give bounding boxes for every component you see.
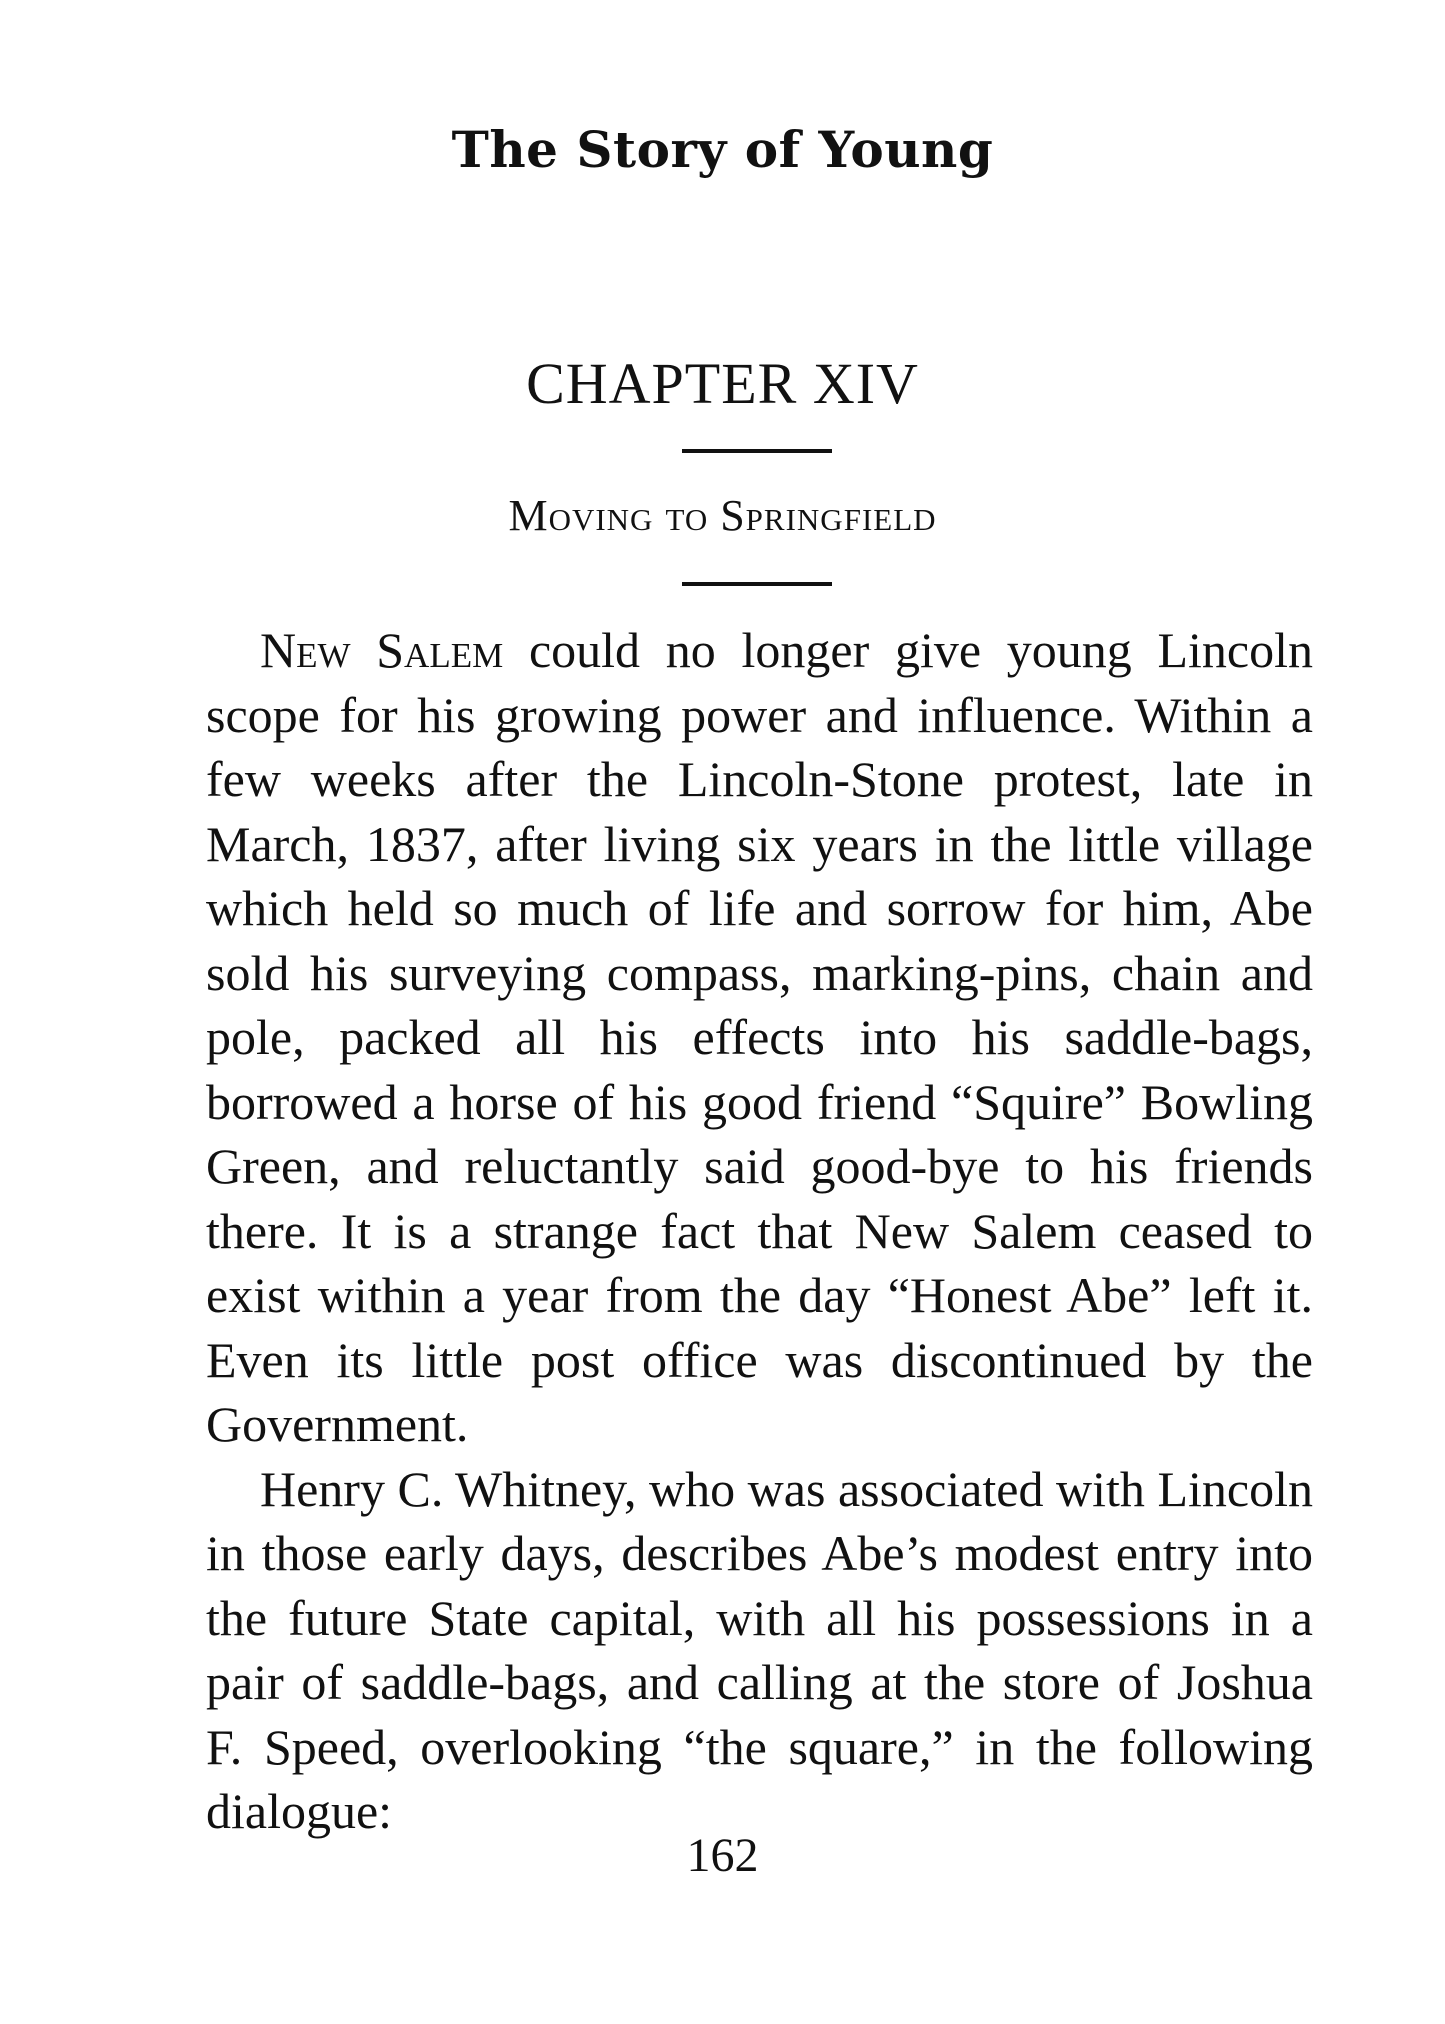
page-number: 162 — [686, 1829, 759, 1882]
body-text — [206, 618, 1313, 1844]
paragraph-1-text: could no longer give young Lincoln scope for his growing power and influence. Within a few weeks after the Lincoln-Stone protest, late in March, 1837, after living six years in the little village which held so much of life and sorrow for him, Abe sold his surveying compass, marking-pins, chain and pole, packed all his effects into his saddle-bags, borrowed a horse of his good friend “Squire” Bowling Green, and reluctantly said good-bye to his friends there. It is a strange fact that New Salem ceased to exist within a year from the day “Honest Abe” left it. Even its little post office was discontinued by the Government. — [206, 622, 1313, 1452]
chapter-title: Moving to Springfield — [508, 491, 937, 540]
paragraph-2: Henry C. Whitney, who was associated with Lincoln in those early days, describes Abe’s modest entry into the future State capital, with all his possessions in a pair of saddle-bags, and calling at the store of Joshua F. Speed, overlooking “the square,” in the following dialogue: — [206, 1460, 1313, 1839]
paragraph-lead: New Salem — [260, 622, 504, 678]
running-head: The Story of Young — [451, 120, 994, 179]
chapter-rule-top — [682, 449, 832, 453]
chapter-rule-bottom — [682, 582, 832, 586]
paragraph-1 — [206, 618, 1313, 1457]
chapter-number: CHAPTER XIV — [526, 351, 919, 416]
